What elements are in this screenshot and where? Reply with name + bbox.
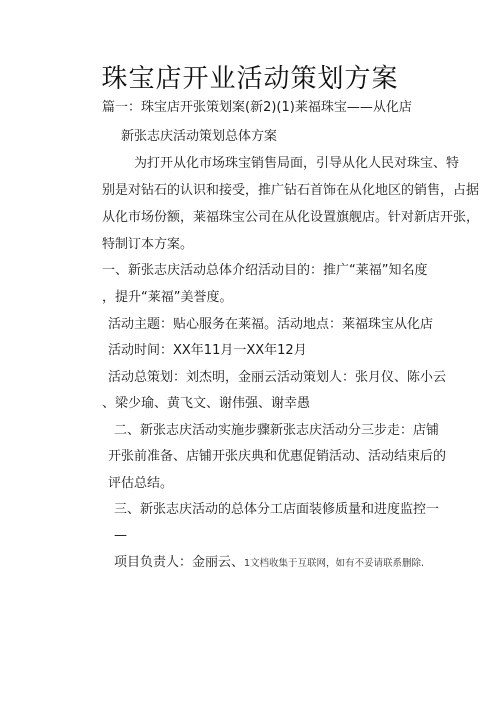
- section1-line: ，提升“莱福”美誉度。: [102, 290, 233, 305]
- manager-label: 项目负责人：金丽云、: [114, 555, 245, 570]
- intro-line: 为打开从化市场珠宝销售局面，引导从化人民对珠宝、特: [134, 156, 460, 171]
- document-title: 珠宝店开业活动策划方案: [101, 64, 399, 94]
- planners-line: 活动总策划：刘杰明，金丽云活动策划人：张月仪、陈小云: [108, 370, 447, 385]
- footer-note: 1文档收集于互联网，如有不妥请联系删除.: [244, 558, 425, 569]
- intro-line: 别是对钻石的认识和接受，推广钻石首饰在从化地区的销售，占据: [102, 183, 480, 198]
- intro-line: 特制订本方案。: [102, 237, 194, 252]
- section2-line: 评估总结。: [108, 476, 174, 491]
- section3-line: —: [114, 528, 127, 543]
- intro-line: 从化市场份额，莱福珠宝公司在从化设置旗舰店。针对新店开张，: [102, 210, 480, 225]
- section3-line: 三、新张志庆活动的总体分工店面装修质量和进度监控一: [114, 502, 440, 517]
- manager-line: [114, 555, 424, 572]
- planners-line: 、梁少瑜、黄飞文、谢伟强、谢幸愚: [102, 396, 311, 411]
- time-line: 活动时间：XX年11月一XX年12月: [108, 343, 307, 358]
- section1-line: 一、新张志庆活动总体介绍活动目的：推广“莱福”知名度: [102, 263, 428, 278]
- subtitle: 篇一：珠宝店开张策划案(新2)(1)莱福珠宝——从化店: [102, 100, 412, 115]
- section2-line: 开张前准备、店铺开张庆典和优惠促销活动、活动结束后的: [108, 449, 447, 464]
- section2-line: 二、新张志庆活动实施步骤新张志庆活动分三步走：店铺: [114, 423, 440, 438]
- plan-heading: 新张志庆活动策划总体方案: [121, 129, 278, 144]
- theme-line: 活动主题：贴心服务在莱福。活动地点：莱福珠宝从化店: [108, 317, 434, 332]
